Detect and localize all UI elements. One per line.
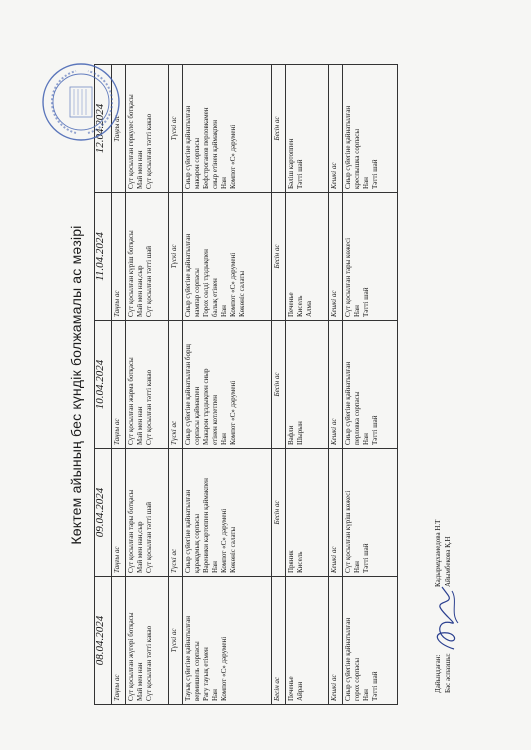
menu-item: Сүт қосылған тары көжесі: [344, 237, 352, 317]
menu-item: Рагу тауық етімен: [202, 647, 210, 701]
dinner-cell: [343, 65, 398, 193]
snack-label: Бесін ас: [272, 65, 286, 193]
menu-item: Сиыр сүйегіне қайнатылған борщ: [184, 344, 192, 445]
breakfast-cell: [126, 577, 169, 705]
dinner-label: Кешкі ас: [329, 65, 343, 193]
menu-item: Вареники картоппен қаймакпен: [202, 478, 210, 573]
compiled-by-name: Кадырмұхамедова Н.Т: [434, 519, 442, 587]
dinner-cell: [343, 321, 398, 449]
menu-item: Май мен нан: [136, 150, 144, 189]
breakfast-label: Таңғы ас: [112, 577, 126, 705]
menu-item: Май мен нан: [136, 406, 144, 445]
menu-item: Нан: [353, 561, 361, 573]
menu-item: Компот «С» дәруменi: [220, 636, 228, 701]
menu-item: Нан: [353, 305, 361, 317]
lunch-cell: [183, 577, 272, 705]
lunch-cell: [183, 65, 272, 193]
stamp-outer-ring: [43, 64, 119, 140]
signature-stroke: [452, 591, 458, 623]
menu-item: сорпасы қаймакпен: [193, 386, 201, 445]
menu-item: қарақұмық сорпасы: [193, 513, 201, 573]
breakfast-cell: [126, 321, 169, 449]
dinner-label: Кешкі ас: [329, 321, 343, 449]
dinner-label: Кешкі ас: [329, 449, 343, 577]
menu-item: Сиыр сүйегіне қайнатылған: [184, 489, 192, 573]
menu-item: Сүт қосылған жүгері ботқасы: [127, 612, 135, 701]
menu-item: Тәтті шай: [362, 287, 370, 317]
menu-item: Нан: [220, 305, 228, 317]
snack-row: [286, 65, 329, 705]
menu-item: Сүт қосылған тәтті какао: [145, 369, 153, 445]
dinner-label: Кешкі ас: [329, 577, 343, 705]
date-header-2: 09.04.2024: [95, 449, 112, 577]
menu-item: Нан: [220, 433, 228, 445]
menu-item: Шырын: [296, 421, 304, 445]
menu-item: Сиыр сүйегіне қайнатылған: [184, 233, 192, 317]
dinner-row: [343, 65, 398, 705]
menu-item: Компот «С» дәруменi: [229, 124, 237, 189]
menu-item: Нан: [211, 689, 219, 701]
stamp-inner-ring: [53, 74, 109, 130]
breakfast-label: Таңғы ас: [112, 321, 126, 449]
dinner-cell: [343, 577, 398, 705]
official-stamp-icon: [36, 57, 126, 147]
breakfast-label: Таңғы ас: [112, 449, 126, 577]
menu-item: Сүт қосылған тәтті какао: [145, 113, 153, 189]
breakfast-label-row: [112, 65, 126, 705]
menu-item: балық етінен: [211, 278, 219, 317]
menu-item: Алма: [305, 300, 313, 317]
date-header-5: 12.04.2024: [95, 65, 112, 193]
snack-cell: [286, 193, 329, 321]
menu-item: Кисель: [296, 551, 304, 573]
menu-item: Вафли: [287, 425, 295, 445]
menu-item: мампар сорпасы: [193, 268, 201, 317]
document-title: Көктем айының бес күндік болжамалы ас мәзірі: [68, 225, 84, 545]
lunch-label-row: [169, 65, 183, 705]
stamp-lettering: [74, 89, 86, 115]
lunch-cell: [183, 193, 272, 321]
menu-item: Сүт қосылған күріш ботқасы: [127, 230, 135, 317]
menu-item: Айран: [296, 681, 304, 701]
lunch-label: Түскі ас: [169, 449, 183, 577]
snack-label: Бесін ас: [272, 577, 286, 705]
menu-item: Горох сөлді тұздықпен: [202, 249, 210, 317]
menu-item: Бефстроганов перловкамен: [202, 107, 210, 189]
menu-table: [94, 64, 398, 705]
menu-sheet: [68, 55, 468, 705]
menu-item: Сиыр сүйегіне қайнатылған: [344, 617, 352, 701]
dinner-label: Кешкі ас: [329, 193, 343, 321]
dinner-cell: [343, 193, 398, 321]
breakfast-cell: [126, 193, 169, 321]
date-header-3: 10.04.2024: [95, 321, 112, 449]
dinner-cell: [343, 449, 398, 577]
head-cook-name: Айымбекова Қ.Н: [444, 536, 452, 587]
menu-item: Компот «С» дәруменi: [220, 508, 228, 573]
snack-label-row: [272, 65, 286, 705]
menu-item: Тәтті шай: [371, 159, 379, 189]
breakfast-row: [126, 65, 169, 705]
menu-item: Сүт қосылған күріш көжесі: [344, 490, 352, 573]
menu-item: Компот «С» дәруменi: [229, 252, 237, 317]
menu-item: Тәтті шай: [371, 415, 379, 445]
breakfast-label: Таңғы ас: [112, 65, 126, 193]
lunch-label: Түскі ас: [169, 193, 183, 321]
menu-item: Нан: [211, 561, 219, 573]
signature-block: [428, 65, 468, 705]
menu-item: Тәтті шай: [362, 543, 370, 573]
menu-item: перловка сорпасы: [353, 391, 361, 445]
menu-item: Сүт қосылған тәтті какао: [145, 625, 153, 701]
lunch-label: Түскі ас: [169, 577, 183, 705]
breakfast-label: Таңғы ас: [112, 193, 126, 321]
menu-item: Компот «С» дәруменi: [229, 380, 237, 445]
menu-item: Көкөніс салаты: [229, 526, 237, 573]
lunch-cell: [183, 321, 272, 449]
snack-label: Бесін ас: [272, 321, 286, 449]
date-row: [95, 65, 112, 705]
menu-item: етінен котлетпен: [211, 394, 219, 445]
menu-item: сиыр етінен қаймақпен: [211, 119, 219, 189]
snack-label: Бесін ас: [272, 449, 286, 577]
menu-item: горох сорпасы: [353, 657, 361, 701]
menu-item: Сүт қосылған геркулес ботқасы: [127, 94, 135, 189]
menu-item: Сүт қосылған жарма ботқасы: [127, 357, 135, 445]
menu-item: Печенье: [287, 676, 295, 701]
lunch-cell: [183, 449, 272, 577]
menu-item: Көкөніс салаты: [238, 270, 246, 317]
snack-cell: [286, 65, 329, 193]
breakfast-cell: [126, 449, 169, 577]
menu-item: Май мен нан: [136, 662, 144, 701]
handwritten-signature-icon: [428, 583, 462, 653]
lunch-label: Түскі ас: [169, 321, 183, 449]
menu-item: Сиыр сүйегіне қайнатылған: [184, 105, 192, 189]
date-header-1: 08.04.2024: [95, 577, 112, 705]
compiled-by-label: Дайындаған:: [434, 654, 442, 693]
menu-item: Нан: [220, 177, 228, 189]
lunch-label: Түскі ас: [169, 65, 183, 193]
menu-item: креспышка сорпасы: [353, 128, 361, 189]
snack-cell: [286, 449, 329, 577]
snack-cell: [286, 577, 329, 705]
menu-item: Печенье: [287, 292, 295, 317]
lunch-row: [183, 65, 272, 705]
menu-item: Сиыр сүйегіне қайнатылған: [344, 361, 352, 445]
menu-item: Нан: [362, 177, 370, 189]
menu-item: Сүт қосылған тәтті шай: [145, 501, 153, 573]
menu-item: Сиыр сүйегіне қайнатылған: [344, 105, 352, 189]
menu-item: Макарон тұздықпен сиыр: [202, 368, 210, 445]
date-header-4: 11.04.2024: [95, 193, 112, 321]
menu-item: Бәліш картоппен: [287, 138, 295, 189]
menu-item: Тәтті шай: [296, 159, 304, 189]
menu-item: вермишель сорпасы: [193, 641, 201, 701]
stamp-emblem: [70, 87, 92, 117]
menu-item: Кисель: [296, 295, 304, 317]
menu-item: Тауық сүйегіне қайнатылған: [184, 616, 192, 701]
menu-item: Май мен нан,сыр: [136, 521, 144, 573]
menu-item: Тәтті шай: [371, 671, 379, 701]
head-cook-label: Бас аспазшы:: [444, 653, 452, 693]
signature-stroke: [437, 587, 454, 649]
dinner-label-row: [329, 65, 343, 705]
menu-item: Пряник: [287, 550, 295, 573]
snack-cell: [286, 321, 329, 449]
menu-item: Нан: [362, 689, 370, 701]
menu-item: Сүт қосылған тары ботқасы: [127, 489, 135, 573]
menu-item: Сүт қосылған тәтті шай: [145, 245, 153, 317]
breakfast-cell: [126, 65, 169, 193]
snack-label: Бесін ас: [272, 193, 286, 321]
menu-item: макарон сорпасы: [193, 137, 201, 189]
menu-item: Май мен нан,сыр: [136, 265, 144, 317]
menu-item: Нан: [362, 433, 370, 445]
